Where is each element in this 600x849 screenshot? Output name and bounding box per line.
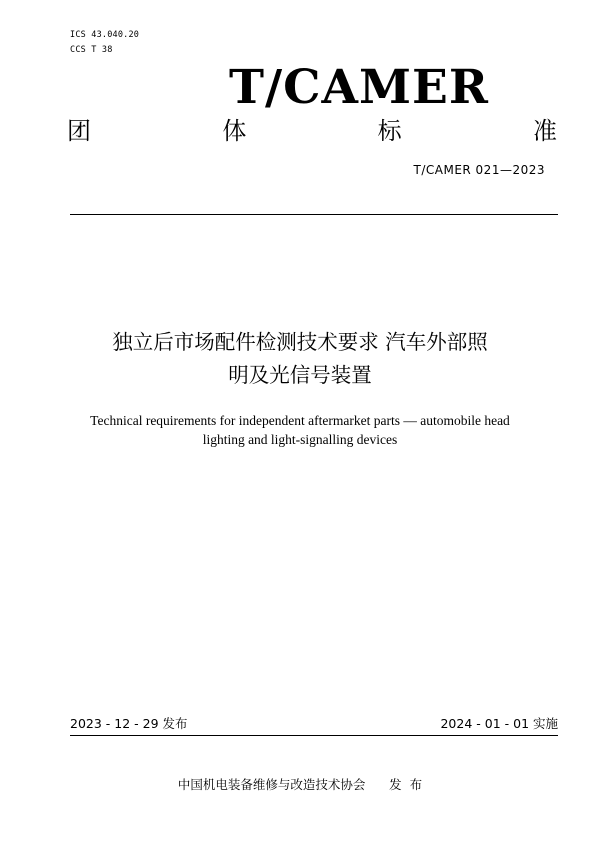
standard-number: T/CAMER 021—2023 — [413, 163, 545, 177]
title-chinese-line: 独立后市场配件检测技术要求 汽车外部照 — [112, 330, 488, 354]
standard-kind-char: 体 — [222, 117, 247, 145]
publisher: 中国机电装备维修与改造技术协会 发 布 — [177, 777, 423, 792]
ics-code: ICS 43.040.20 — [70, 30, 140, 40]
ccs-code: CCS T 38 — [70, 45, 113, 55]
title-english-line: lighting and light-signalling devices — [202, 431, 398, 447]
standard-kind-char: 准 — [532, 117, 557, 145]
title-chinese — [60, 326, 540, 392]
title-english — [60, 412, 540, 449]
standard-kind-char: 标 — [377, 117, 402, 145]
standard-kind-char: 团 — [67, 117, 91, 145]
title-english-line: Technical requirements for independent aftermarket parts — automobile head — [90, 413, 510, 428]
standard-kind — [67, 114, 557, 148]
footer-divider — [70, 735, 558, 736]
title-chinese-line: 明及光信号装置 — [228, 363, 372, 387]
organization-code: T/CAMER — [229, 60, 489, 115]
implementation-date: 2024 - 01 - 01 实施 — [440, 716, 558, 731]
header-divider — [70, 214, 558, 215]
issue-date: 2023 - 12 - 29 发布 — [70, 716, 188, 731]
